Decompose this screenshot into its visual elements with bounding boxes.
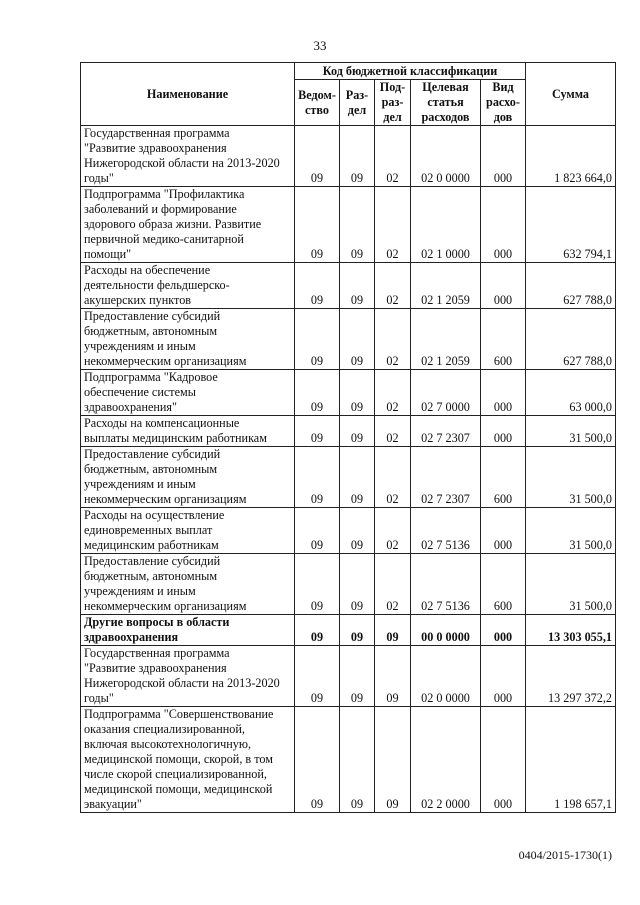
row-vid-raskhodov: 600 — [481, 309, 526, 370]
row-podrazdel: 02 — [375, 554, 411, 615]
row-sum: 632 794,1 — [526, 187, 616, 263]
header-vid-line: дов — [493, 110, 513, 124]
row-sum: 13 297 372,2 — [526, 646, 616, 707]
row-sum: 1 823 664,0 — [526, 126, 616, 187]
header-celevaya-line: статья — [427, 95, 464, 109]
row-name-line: здорового образа жизни. Развитие — [84, 217, 262, 231]
row-name-line: Подпрограмма "Совершенствование — [84, 707, 274, 721]
row-name-line: помощи" — [84, 247, 132, 261]
row-vid-raskhodov: 000 — [481, 416, 526, 447]
row-name — [81, 370, 295, 416]
row-podrazdel: 09 — [375, 615, 411, 646]
row-celevaya-statya: 02 1 2059 — [411, 263, 481, 309]
row-razdel: 09 — [340, 370, 375, 416]
row-sum: 31 500,0 — [526, 554, 616, 615]
row-vid-raskhodov: 600 — [481, 554, 526, 615]
row-name-line: выплаты медицинским работникам — [84, 431, 267, 445]
row-vid-raskhodov: 000 — [481, 508, 526, 554]
row-name-line: акушерских пунктов — [84, 293, 192, 307]
row-celevaya-statya: 00 0 0000 — [411, 615, 481, 646]
row-razdel: 09 — [340, 416, 375, 447]
row-sum: 31 500,0 — [526, 508, 616, 554]
row-name-line: Расходы на компенсационные — [84, 416, 240, 430]
table-header — [81, 63, 616, 126]
row-celevaya-statya: 02 1 2059 — [411, 309, 481, 370]
row-sum: 13 303 055,1 — [526, 615, 616, 646]
row-vedomstvo: 09 — [295, 707, 340, 813]
row-name — [81, 416, 295, 447]
row-vedomstvo: 09 — [295, 370, 340, 416]
row-razdel: 09 — [340, 554, 375, 615]
row-name-line: Государственная программа — [84, 126, 230, 140]
row-name-line: Предоставление субсидий — [84, 309, 221, 323]
row-name-line: некоммерческим организациям — [84, 599, 247, 613]
row-name — [81, 309, 295, 370]
row-vedomstvo: 09 — [295, 646, 340, 707]
row-vedomstvo: 09 — [295, 263, 340, 309]
row-vedomstvo: 09 — [295, 615, 340, 646]
header-vedomstvo — [295, 80, 340, 126]
row-vedomstvo: 09 — [295, 309, 340, 370]
row-razdel: 09 — [340, 707, 375, 813]
row-vid-raskhodov: 000 — [481, 615, 526, 646]
row-name-line: медицинским работникам — [84, 538, 219, 552]
row-celevaya-statya: 02 0 0000 — [411, 646, 481, 707]
row-name-line: "Развитие здравоохранения — [84, 661, 227, 675]
row-name-line: первичной медико-санитарной — [84, 232, 244, 246]
table-row — [81, 309, 616, 370]
row-name — [81, 615, 295, 646]
row-name-line: оказания специализированной, — [84, 722, 245, 736]
row-name-line: Нижегородской области на 2013-2020 — [84, 156, 280, 170]
row-vid-raskhodov: 000 — [481, 646, 526, 707]
row-razdel: 09 — [340, 263, 375, 309]
header-sum: Сумма — [526, 63, 616, 126]
header-celevaya-statya — [411, 80, 481, 126]
row-name-line: Подпрограмма "Профилактика — [84, 187, 245, 201]
row-celevaya-statya: 02 7 2307 — [411, 447, 481, 508]
row-name-line: некоммерческим организациям — [84, 492, 247, 506]
row-vedomstvo: 09 — [295, 508, 340, 554]
row-vedomstvo: 09 — [295, 416, 340, 447]
header-vedomstvo-line: ство — [305, 102, 329, 117]
table-row — [81, 187, 616, 263]
row-razdel: 09 — [340, 646, 375, 707]
row-name-line: учреждениям и иным — [84, 477, 196, 491]
document-code: 0404/2015-1730(1) — [518, 848, 612, 862]
header-name: Наименование — [81, 63, 295, 126]
row-name-line: некоммерческим организациям — [84, 354, 247, 368]
row-vid-raskhodov: 000 — [481, 370, 526, 416]
row-vid-raskhodov: 600 — [481, 447, 526, 508]
table-row — [81, 370, 616, 416]
row-celevaya-statya: 02 7 0000 — [411, 370, 481, 416]
budget-table — [80, 62, 616, 813]
row-name-line: Другие вопросы в области — [84, 615, 230, 629]
row-vedomstvo: 09 — [295, 447, 340, 508]
header-podrazdel-line: раз- — [381, 95, 404, 109]
table-row — [81, 615, 616, 646]
row-celevaya-statya: 02 7 2307 — [411, 416, 481, 447]
row-podrazdel: 02 — [375, 370, 411, 416]
row-name-line: числе скорой специализированной, — [84, 767, 267, 781]
header-classification-group: Код бюджетной классификации — [295, 63, 526, 80]
row-name — [81, 447, 295, 508]
header-podrazdel-line: Под- — [379, 80, 406, 94]
row-razdel: 09 — [340, 447, 375, 508]
row-name-line: Расходы на обеспечение — [84, 263, 211, 277]
row-name-line: здравоохранения — [84, 630, 179, 644]
table-row — [81, 447, 616, 508]
row-name-line: Государственная программа — [84, 646, 230, 660]
row-name-line: Нижегородской области на 2013-2020 — [84, 676, 280, 690]
row-name-line: обеспечение системы — [84, 385, 196, 399]
row-name-line: включая высокотехнологичную, — [84, 737, 251, 751]
row-name-line: единовременных выплат — [84, 523, 213, 537]
header-razdel-line: дел — [347, 102, 367, 117]
row-podrazdel: 09 — [375, 646, 411, 707]
table-row — [81, 126, 616, 187]
row-vedomstvo: 09 — [295, 187, 340, 263]
row-name-line: учреждениям и иным — [84, 584, 196, 598]
row-celevaya-statya: 02 0 0000 — [411, 126, 481, 187]
row-celevaya-statya: 02 1 0000 — [411, 187, 481, 263]
row-razdel: 09 — [340, 126, 375, 187]
row-sum: 31 500,0 — [526, 416, 616, 447]
header-razdel — [340, 80, 375, 126]
row-name-line: Расходы на осуществление — [84, 508, 225, 522]
table-body — [81, 126, 616, 813]
row-sum: 63 000,0 — [526, 370, 616, 416]
row-name — [81, 554, 295, 615]
row-name-line: учреждениям и иным — [84, 339, 196, 353]
row-name-line: здравоохранения" — [84, 400, 178, 414]
row-podrazdel: 09 — [375, 707, 411, 813]
row-podrazdel: 02 — [375, 447, 411, 508]
table-row — [81, 508, 616, 554]
row-name-line: эвакуации" — [84, 797, 142, 811]
row-name-line: Предоставление субсидий — [84, 447, 221, 461]
header-podrazdel — [375, 80, 411, 126]
row-name — [81, 508, 295, 554]
row-razdel: 09 — [340, 508, 375, 554]
header-vid-line: Вид — [492, 80, 514, 94]
table-row — [81, 646, 616, 707]
row-name-line: "Развитие здравоохранения — [84, 141, 227, 155]
header-vid-raskhodov — [481, 80, 526, 126]
row-name-line: бюджетным, автономным — [84, 462, 218, 476]
row-podrazdel: 02 — [375, 187, 411, 263]
row-podrazdel: 02 — [375, 508, 411, 554]
row-vedomstvo: 09 — [295, 126, 340, 187]
table-row — [81, 554, 616, 615]
header-vedomstvo-line: Ведом- — [298, 87, 336, 102]
table-row — [81, 707, 616, 813]
row-podrazdel: 02 — [375, 309, 411, 370]
row-name-line: бюджетным, автономным — [84, 569, 218, 583]
table-row — [81, 263, 616, 309]
table-row — [81, 416, 616, 447]
row-podrazdel: 02 — [375, 263, 411, 309]
row-razdel: 09 — [340, 187, 375, 263]
row-sum: 627 788,0 — [526, 263, 616, 309]
row-sum: 627 788,0 — [526, 309, 616, 370]
row-name-line: заболеваний и формирование — [84, 202, 237, 216]
row-razdel: 09 — [340, 309, 375, 370]
page-number: 33 — [313, 38, 327, 53]
row-name — [81, 187, 295, 263]
row-celevaya-statya: 02 7 5136 — [411, 508, 481, 554]
row-vid-raskhodov: 000 — [481, 187, 526, 263]
row-podrazdel: 02 — [375, 416, 411, 447]
row-vid-raskhodov: 000 — [481, 126, 526, 187]
row-name-line: годы" — [84, 171, 114, 185]
row-name — [81, 707, 295, 813]
row-vid-raskhodov: 000 — [481, 707, 526, 813]
row-name — [81, 126, 295, 187]
row-name — [81, 646, 295, 707]
row-name-line: Подпрограмма "Кадровое — [84, 370, 218, 384]
row-celevaya-statya: 02 7 5136 — [411, 554, 481, 615]
row-sum: 1 198 657,1 — [526, 707, 616, 813]
row-name-line: Предоставление субсидий — [84, 554, 221, 568]
row-sum: 31 500,0 — [526, 447, 616, 508]
row-celevaya-statya: 02 2 0000 — [411, 707, 481, 813]
row-vedomstvo: 09 — [295, 554, 340, 615]
header-celevaya-line: Целевая — [422, 80, 469, 94]
row-name-line: медицинской помощи, скорой, в том — [84, 752, 273, 766]
row-podrazdel: 02 — [375, 126, 411, 187]
row-name-line: медицинской помощи, медицинской — [84, 782, 273, 796]
header-podrazdel-line: дел — [383, 110, 402, 124]
row-vid-raskhodov: 000 — [481, 263, 526, 309]
row-name-line: годы" — [84, 691, 114, 705]
header-vid-line: расхо- — [486, 95, 520, 109]
header-razdel-line: Раз- — [345, 87, 369, 102]
row-name-line: деятельности фельдшерско- — [84, 278, 230, 292]
row-name-line: бюджетным, автономным — [84, 324, 218, 338]
row-name — [81, 263, 295, 309]
row-razdel: 09 — [340, 615, 375, 646]
header-celevaya-line: расходов — [421, 110, 470, 124]
